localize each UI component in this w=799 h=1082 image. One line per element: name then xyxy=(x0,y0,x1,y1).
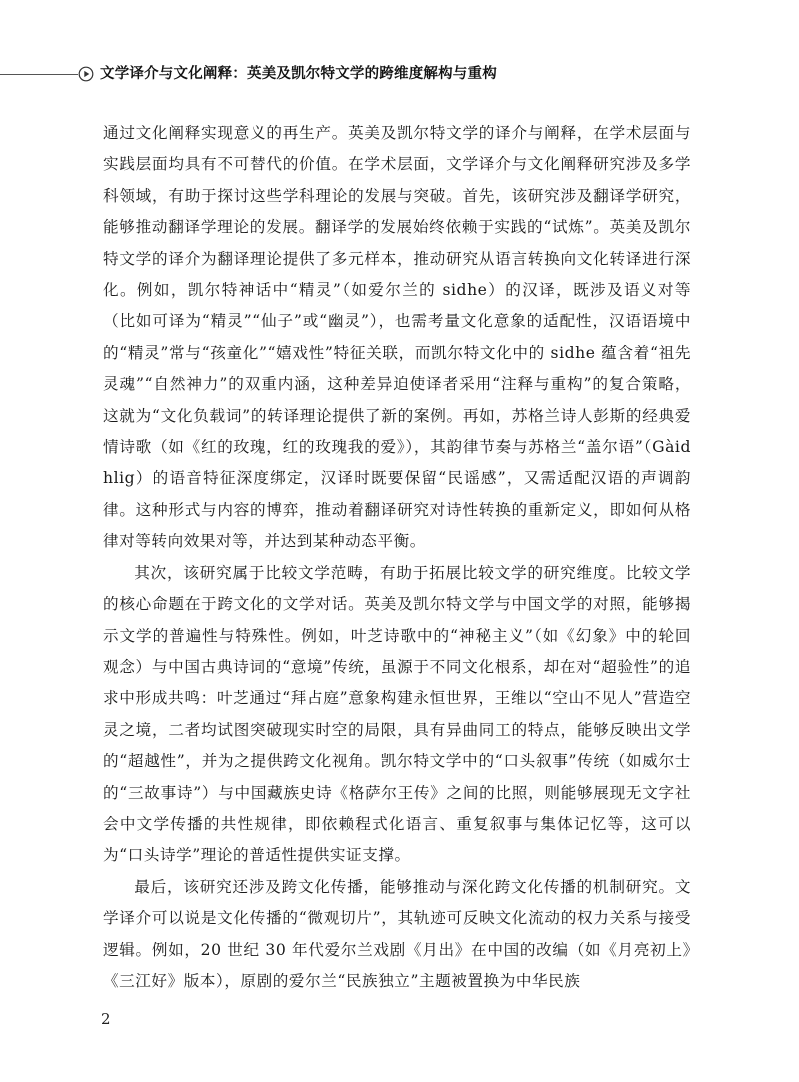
page-number: 2 xyxy=(101,1010,111,1028)
running-header xyxy=(0,62,799,88)
paragraph-3: 最后，该研究还涉及跨文化传播，能够推动与深化跨文化传播的机制研究。文学译介可以说是文化传播的“微观切片”，其轨迹可反映文化流动的权力关系与接受逻辑。例如，20 世纪 30 年代爱尔兰戏剧《月出》在中国的改编（如《月亮初上》《三江好》版本），原剧的爱尔兰“民族独立”主题被置换为中华民族 xyxy=(103,877,691,990)
running-header-title: 文学译介与文化阐释：英美及凯尔特文学的跨维度解构与重构 xyxy=(100,66,497,82)
paragraph-1: 通过文化阐释实现意义的再生产。英美及凯尔特文学的译介与阐释，在学术层面与实践层面均具有不可替代的价值。在学术层面，文学译介与文化阐释研究涉及多学科领域，有助于探讨这些学科理论的发展与突破。首先，该研究涉及翻译学研究，能够推动翻译学理论的发展。翻译学的发展始终依赖于实践的“试炼”。英美及凯尔特文学的译介为翻译理论提供了多元样本，推动研究从语言转换向文化转译进行深化。例如，凯尔特神话中“精灵”（如爱尔兰的 sidhe）的汉译，既涉及语义对等（比如可译为“精灵”“仙子”或“幽灵”），也需考量文化意象的适配性，汉语语境中的“精灵”常与“孩童化”“嬉戏性”特征关联，而凯尔特文化中的 sidhe 蕴含着“祖先灵魂”“自然神力”的双重内涵，这种差异迫使译者采用“注释与重构”的复合策略，这就为“文化负载词”的转译理论提供了新的案例。再如，苏格兰诗人彭斯的经典爱情诗歌（如《红的玫瑰，红的玫瑰我的爱》），其韵律节奏与苏格兰“盖尔语”（Gàidhlig）的语音特征深度绑定，汉译时既要保留“民谣感”，又需适配汉语的声调韵律。这种形式与内容的博弈，推动着翻译研究对诗性转换的重新定义，即如何从格律对等转向效果对等，并达到某种动态平衡。 xyxy=(103,124,691,551)
paragraph-2: 其次，该研究属于比较文学范畴，有助于拓展比较文学的研究维度。比较文学的核心命题在于跨文化的文学对话。英美及凯尔特文学与中国文学的对照，能够揭示文学的普遍性与特殊性。例如，叶芝诗歌中的“神秘主义”（如《幻象》中的轮回观念）与中国古典诗词的“意境”传统，虽源于不同文化根系，却在对“超验性”的追求中形成共鸣：叶芝通过“拜占庭”意象构建永恒世界，王维以“空山不见人”营造空灵之境，二者均试图突破现实时空的局限，具有异曲同工的特点，能够反映出文学的“超越性”，并为之提供跨文化视角。凯尔特文学中的“口头叙事”传统（如威尔士的“三故事诗”）与中国藏族史诗《格萨尔王传》之间的比照，则能够展现无文字社会中文学传播的共性规律，即依赖程式化语言、重复叙事与集体记忆等，这可以为“口头诗学”理论的普适性提供实证支撑。 xyxy=(103,563,691,865)
play-circle-icon xyxy=(78,66,94,82)
header-rule xyxy=(0,74,78,75)
body-text xyxy=(103,118,691,997)
